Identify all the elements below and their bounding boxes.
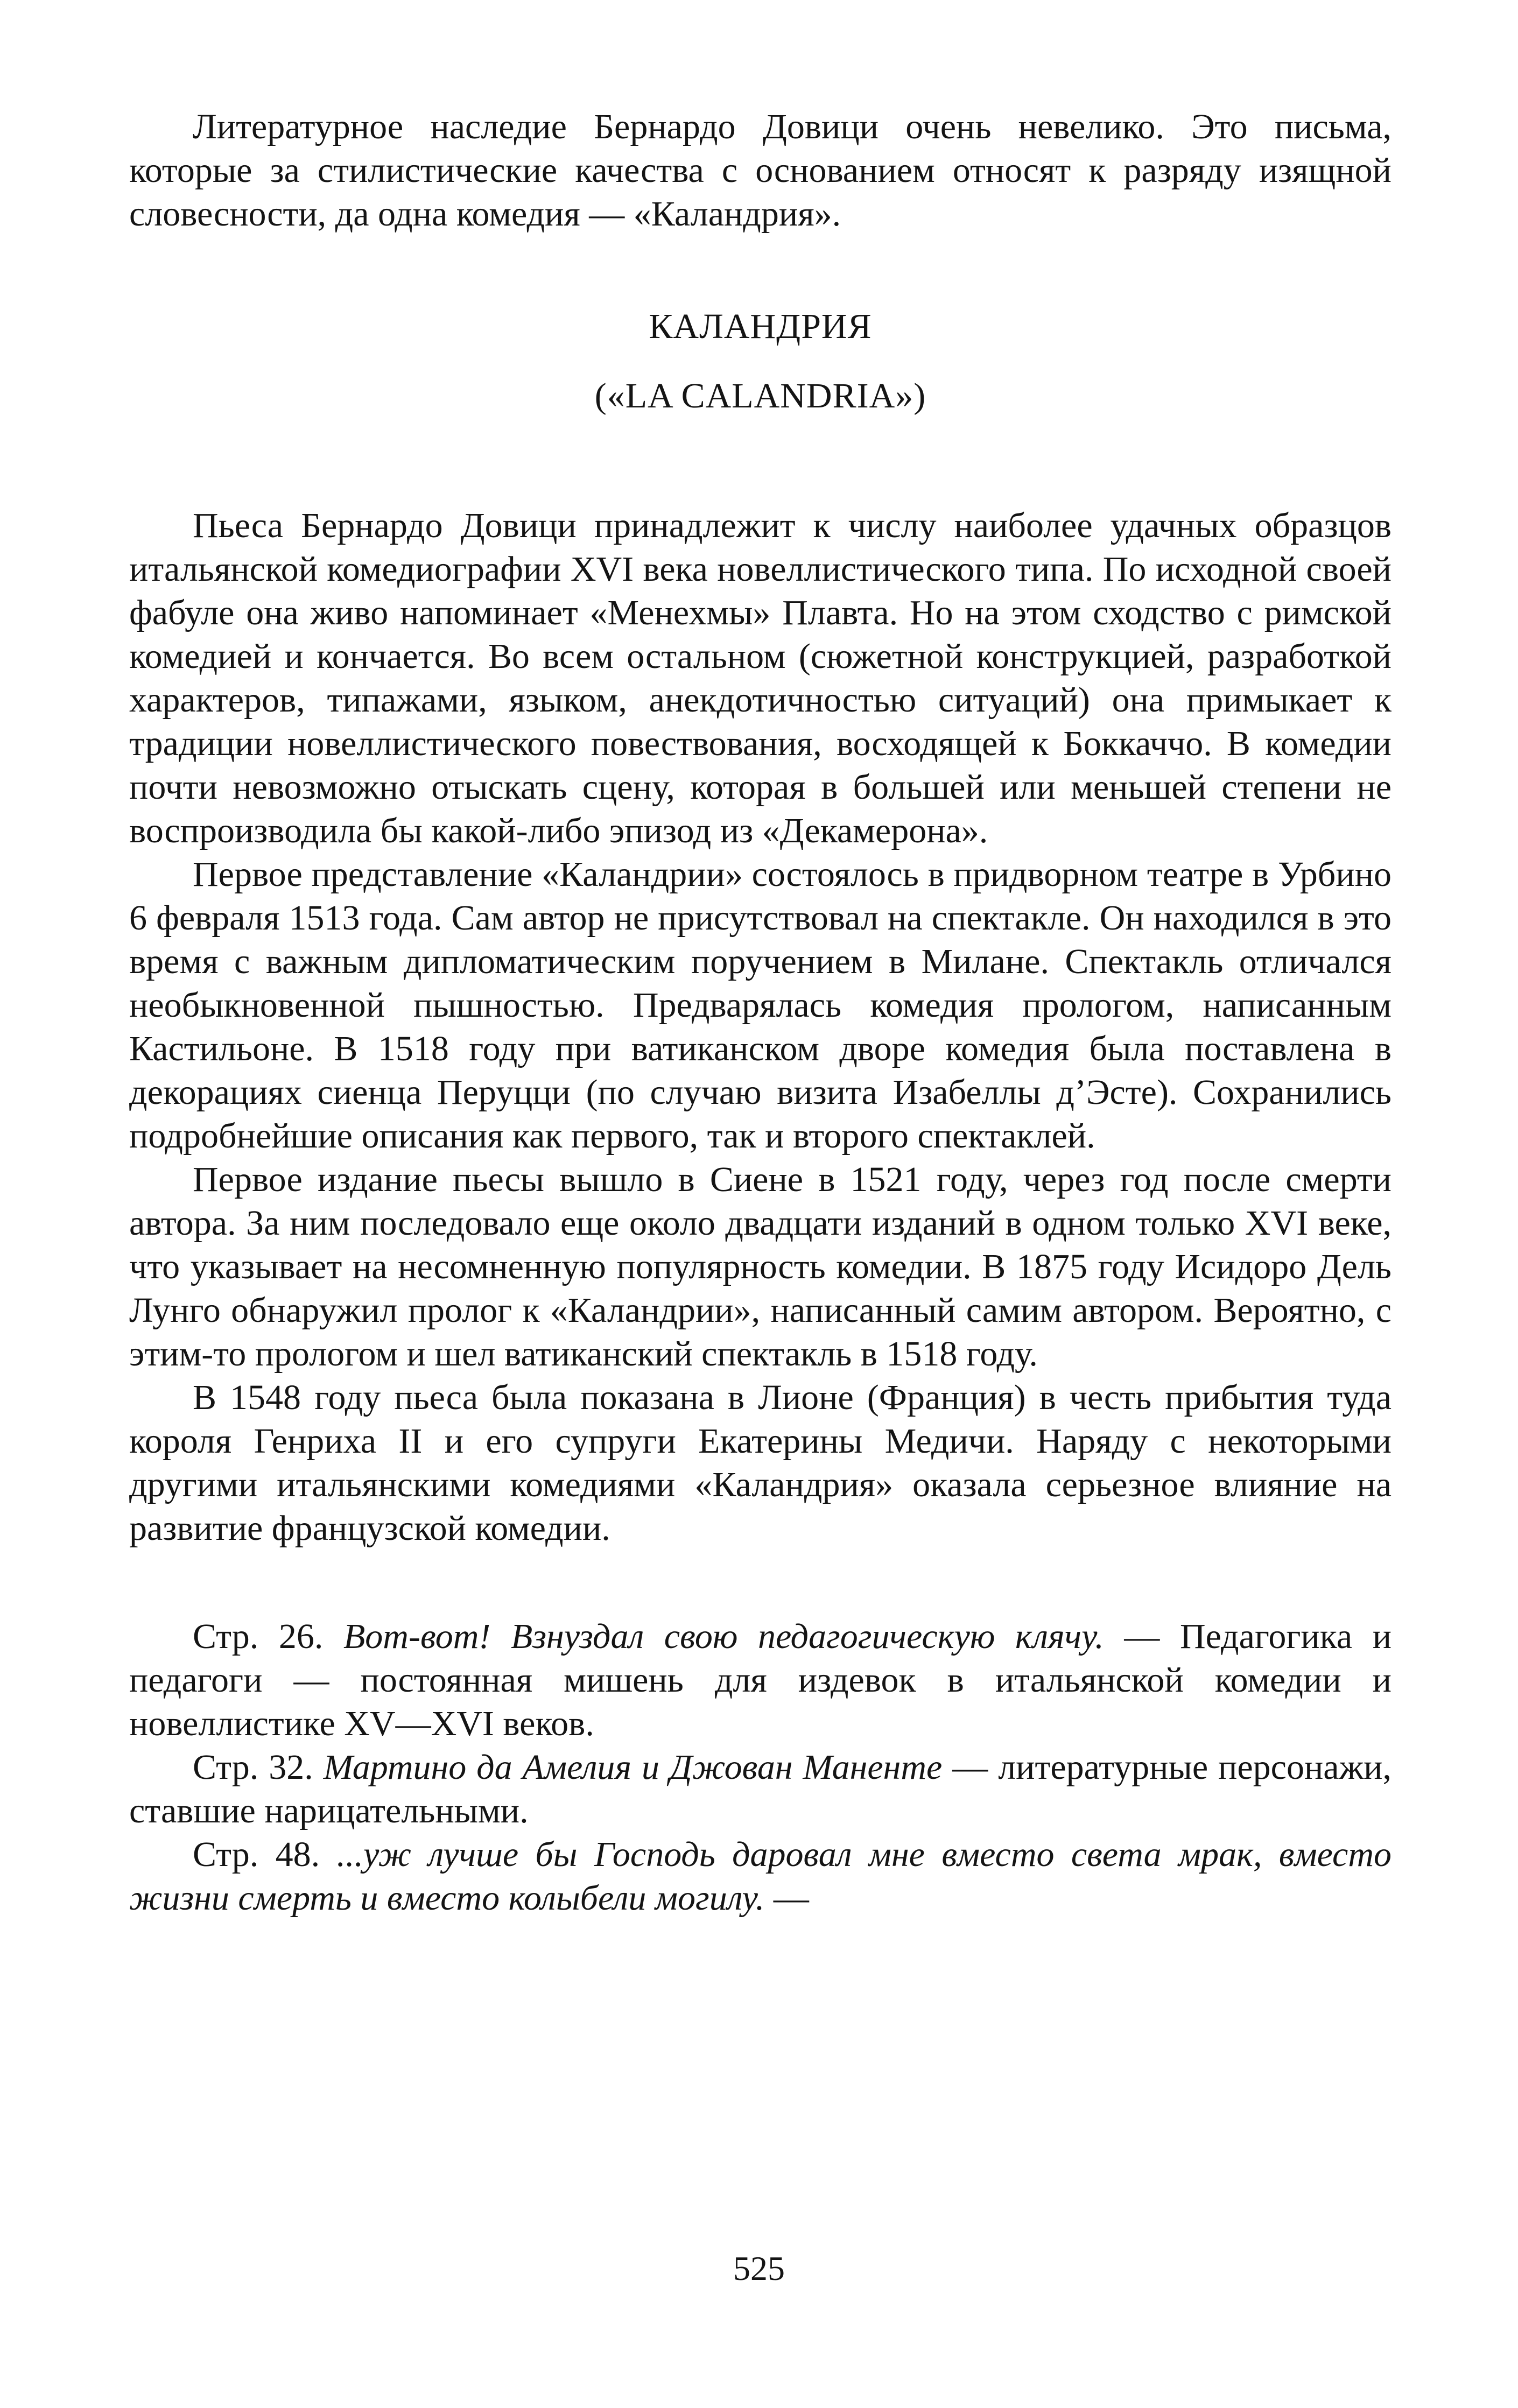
note-page-ref: Стр. 32. [193,1748,313,1787]
note-page-ref: Стр. 26. [193,1617,324,1656]
body-paragraph: В 1548 году пьеса была показана в Лионе (Франция) в честь прибытия туда короля Генриха II и его супруги Екатерины Медичи. Наряду с некоторыми другими итальянскими комедиями «Каландрия» оказала серьезное влияние на развитие французской комедии. [129,1378,1392,1548]
note-item [129,1615,1392,1745]
intro-paragraph: Литературное наследие Бернардо Довици очень невелико. Это письма, которые за стилистические качества с основанием относят к разряду изящной словесности, да одна комедия — «Каландрия». [129,107,1392,234]
note-quote: Мартино да Амелия и Джован Маненте [323,1748,943,1787]
note-quote: Вот-вот! Взнуздал свою педагогическую клячу. [343,1617,1104,1656]
note-quote: ...уж лучше бы Господь даровал мне вместо света мрак, вместо жизни смерть и вместо колыбели могилу. [129,1835,1392,1918]
body-paragraph: Первое представление «Каландрии» состоялось в придворном театре в Урбино 6 февраля 1513 года. Сам автор не присутствовал на спектакле. Он находился в это время с важным дипломатическим поручением в Милане. Спектакль отличался необыкновенной пышностью. Предварялась комедия прологом, написанным Кастильоне. В 1518 году при ватиканском дворе комедия была поставлена в декорациях сиенца Перуцци (по случаю визита Изабеллы д’Эсте). Сохранились подробнейшие описания как первого, так и второго спектаклей. [129,855,1392,1156]
note-item [129,1833,1392,1920]
note-comment: — [773,1878,809,1918]
page-number: 525 [733,2249,785,2287]
note-comment: — литературные персонажи, ставшие нарицательными. [129,1748,1392,1830]
body-paragraph: Пьеса Бернардо Довици принадлежит к числу наиболее удачных образцов итальянской комедиографии XVI века новеллистического типа. По исходной своей фабуле она живо напоминает «Менехмы» Плавта. Но на этом сходство с римской комедией и кончается. Во всем остальном (сюжетной конструкцией, разработкой характеров, типажами, языком, анекдотичностью ситуаций) она примыкает к традиции новеллистического повествования, восходящей к Боккаччо. В комедии почти невозможно отыскать сцену, которая в большей или меньшей степени не воспроизводила бы какой-либо эпизод из «Декамерона». [129,506,1392,850]
section-title: КАЛАНДРИЯ [649,307,872,346]
note-page-ref: Стр. 48. [193,1835,320,1874]
section-subtitle: («LA CALANDRIA») [594,376,926,416]
note-item [129,1745,1392,1833]
text-column [129,105,1392,1920]
note-comment: — Педагогика и педагоги — постоянная мишень для издевок в итальянской комедии и новеллистике XV—XVI веков. [129,1617,1392,1743]
commentary-notes [129,1615,1392,1920]
body-paragraph: Первое издание пьесы вышло в Сиене в 1521 году, через год после смерти автора. За ним последовало еще около двадцати изданий в одном только XVI веке, что указывает на несомненную популярность комедии. В 1875 году Исидоро Дель Лунго обнаружил пролог к «Каландрии», написанный самим автором. Вероятно, с этим-то прологом и шел ватиканский спектакль в 1518 году. [129,1160,1392,1374]
